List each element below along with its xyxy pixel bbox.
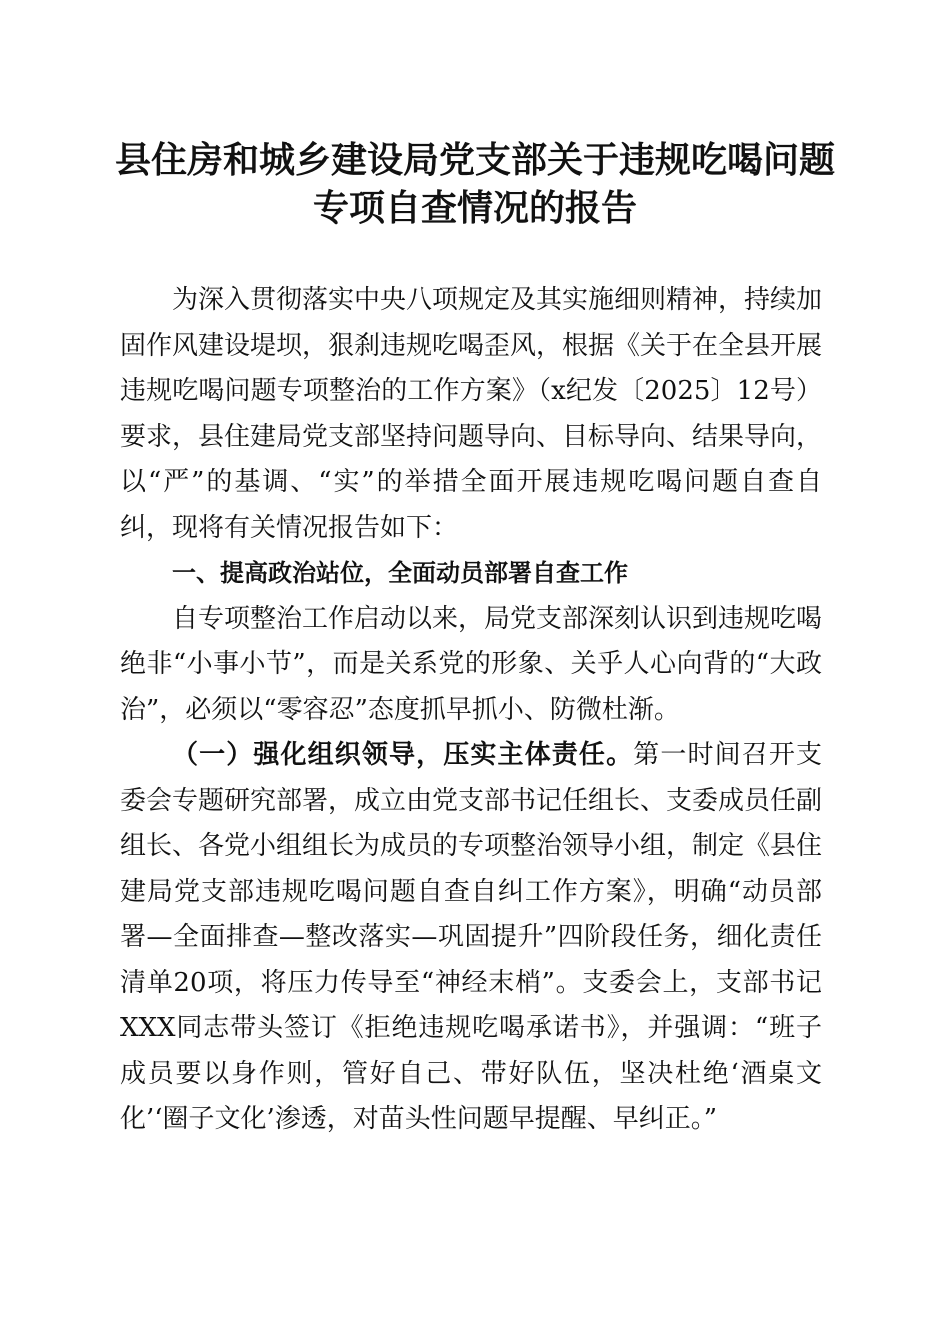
subsection-1-text: 第一时间召开支委会专题研究部署，成立由党支部书记任组长、支委成员任副组长、各党小组组长为成员的专项整治领导小组，制定《县住建局党支部违规吃喝问题自查自纠工作方案》，明确“动员部署—全面排查—整改落实—巩固提升”四阶段任务，细化责任清单20项，将压力传导至“神经末梢”。支委会上，支部书记XXX同志带头签订《拒绝违规吃喝承诺书》，并强调：“班子成员要以身作则，管好自己、带好队伍，坚决杜绝‘酒桌文化’‘圈子文化’渗透，对苗头性问题早提醒、早纠正。” (120, 740, 823, 1134)
document-title-line-1: 县住房和城乡建设局党支部关于违规吃喝问题 (114, 139, 835, 181)
subsection-1-paragraph (120, 733, 822, 1143)
section-1-heading: 一、提高政治站位，全面动员部署自查工作 (172, 559, 628, 587)
section-1-paragraph: 自专项整治工作启动以来，局党支部深刻认识到违规吃喝绝非“小事小节”，而是关系党的形象、关乎人心向背的“大政治”，必须以“零容忍”态度抓早抓小、防微杜渐。 (120, 603, 823, 725)
intro-paragraph: 为深入贯彻落实中央八项规定及其实施细则精神，持续加固作风建设堤坝，狠刹违规吃喝歪风，根据《关于在全县开展违规吃喝问题专项整治的工作方案》（x纪发〔2025〕12号）要求，县住建局党支部坚持问题导向、目标导向、结果导向，以“严”的基调、“实”的举措全面开展违规吃喝问题自查自纠，现将有关情况报告如下： (120, 285, 823, 543)
subsection-1-lead: （一）强化组织领导，压实主体责任。 (172, 740, 634, 770)
document-title-line-2: 专项自查情况的报告 (312, 187, 637, 229)
document-body (120, 278, 822, 1143)
